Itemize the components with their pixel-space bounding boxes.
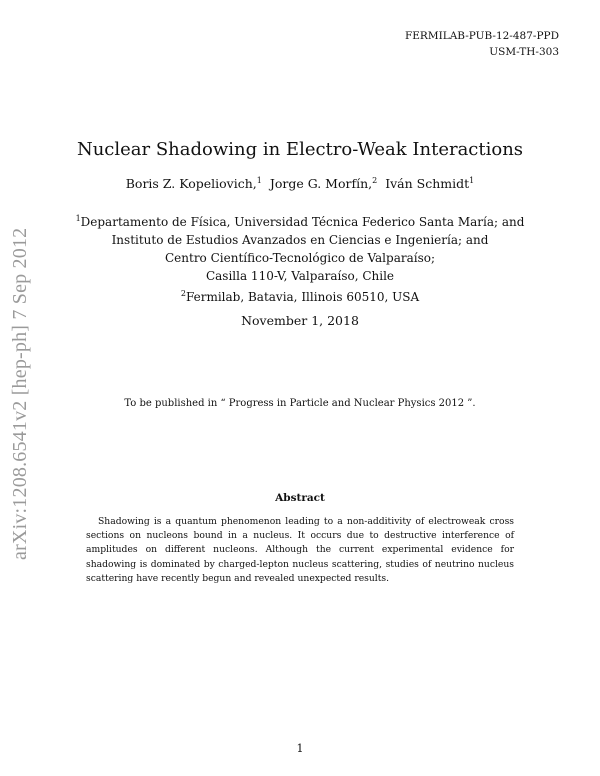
paper-date: November 1, 2018 (241, 313, 359, 328)
page-number: 1 (296, 742, 304, 755)
author-name: Jorge G. Morfín, (269, 176, 373, 192)
author-name: Iván Schmidt (385, 176, 470, 192)
publication-note: To be published in “ Progress in Particle and Nuclear Physics 2012 ”. (124, 398, 476, 409)
author-list (0, 176, 600, 191)
report-id-usm: USM-TH-303 (489, 46, 559, 58)
affiliation-mark: 2 (180, 289, 186, 298)
arxiv-stamp: arXiv:1208.6541v2 [hep-ph] 7 Sep 2012 (9, 227, 31, 560)
affiliations (0, 210, 600, 306)
affiliation-mark: 2 (372, 176, 378, 185)
affiliation-line: $^1$Departamento de Física, Universidad Técnica Federico Santa María; and (75, 214, 525, 229)
affiliation-mark: 1 (75, 214, 81, 223)
affiliation-mark: 1 (256, 176, 262, 185)
affiliation-line: Instituto de Estudios Avanzados en Ciencias e Ingeniería; and (111, 233, 489, 247)
affiliation-line: Casilla 110-V, Valparaíso, Chile (205, 269, 395, 283)
abstract-heading: Abstract (275, 492, 325, 504)
affiliation-mark: 1 (469, 176, 475, 185)
affiliation-line: Centro Científico-Tecnológico de Valparaíso; (164, 251, 436, 265)
paper-title: Nuclear Shadowing in Electro-Weak Interactions (76, 139, 524, 160)
abstract-text: Shadowing is a quantum phenomenon leading to a non-additivity of electroweak cross sections on nucleons bound in a nucleus. It occurs due to destructive interference of amplitudes on different nucleons. Although the current experimental evidence for shadowing is dominated by charged-lepton nucleus scattering, studies of neutrino nucleus scattering have recently begun and revealed unexpected results. (86, 516, 514, 584)
report-ids (405, 28, 559, 60)
affiliation-line: $^2$Fermilab, Batavia, Illinois 60510, USA (180, 289, 420, 304)
report-id-fermilab: FERMILAB-PUB-12-487-PPD (404, 30, 559, 42)
author-name: Boris Z. Kopeliovich, (125, 176, 257, 192)
